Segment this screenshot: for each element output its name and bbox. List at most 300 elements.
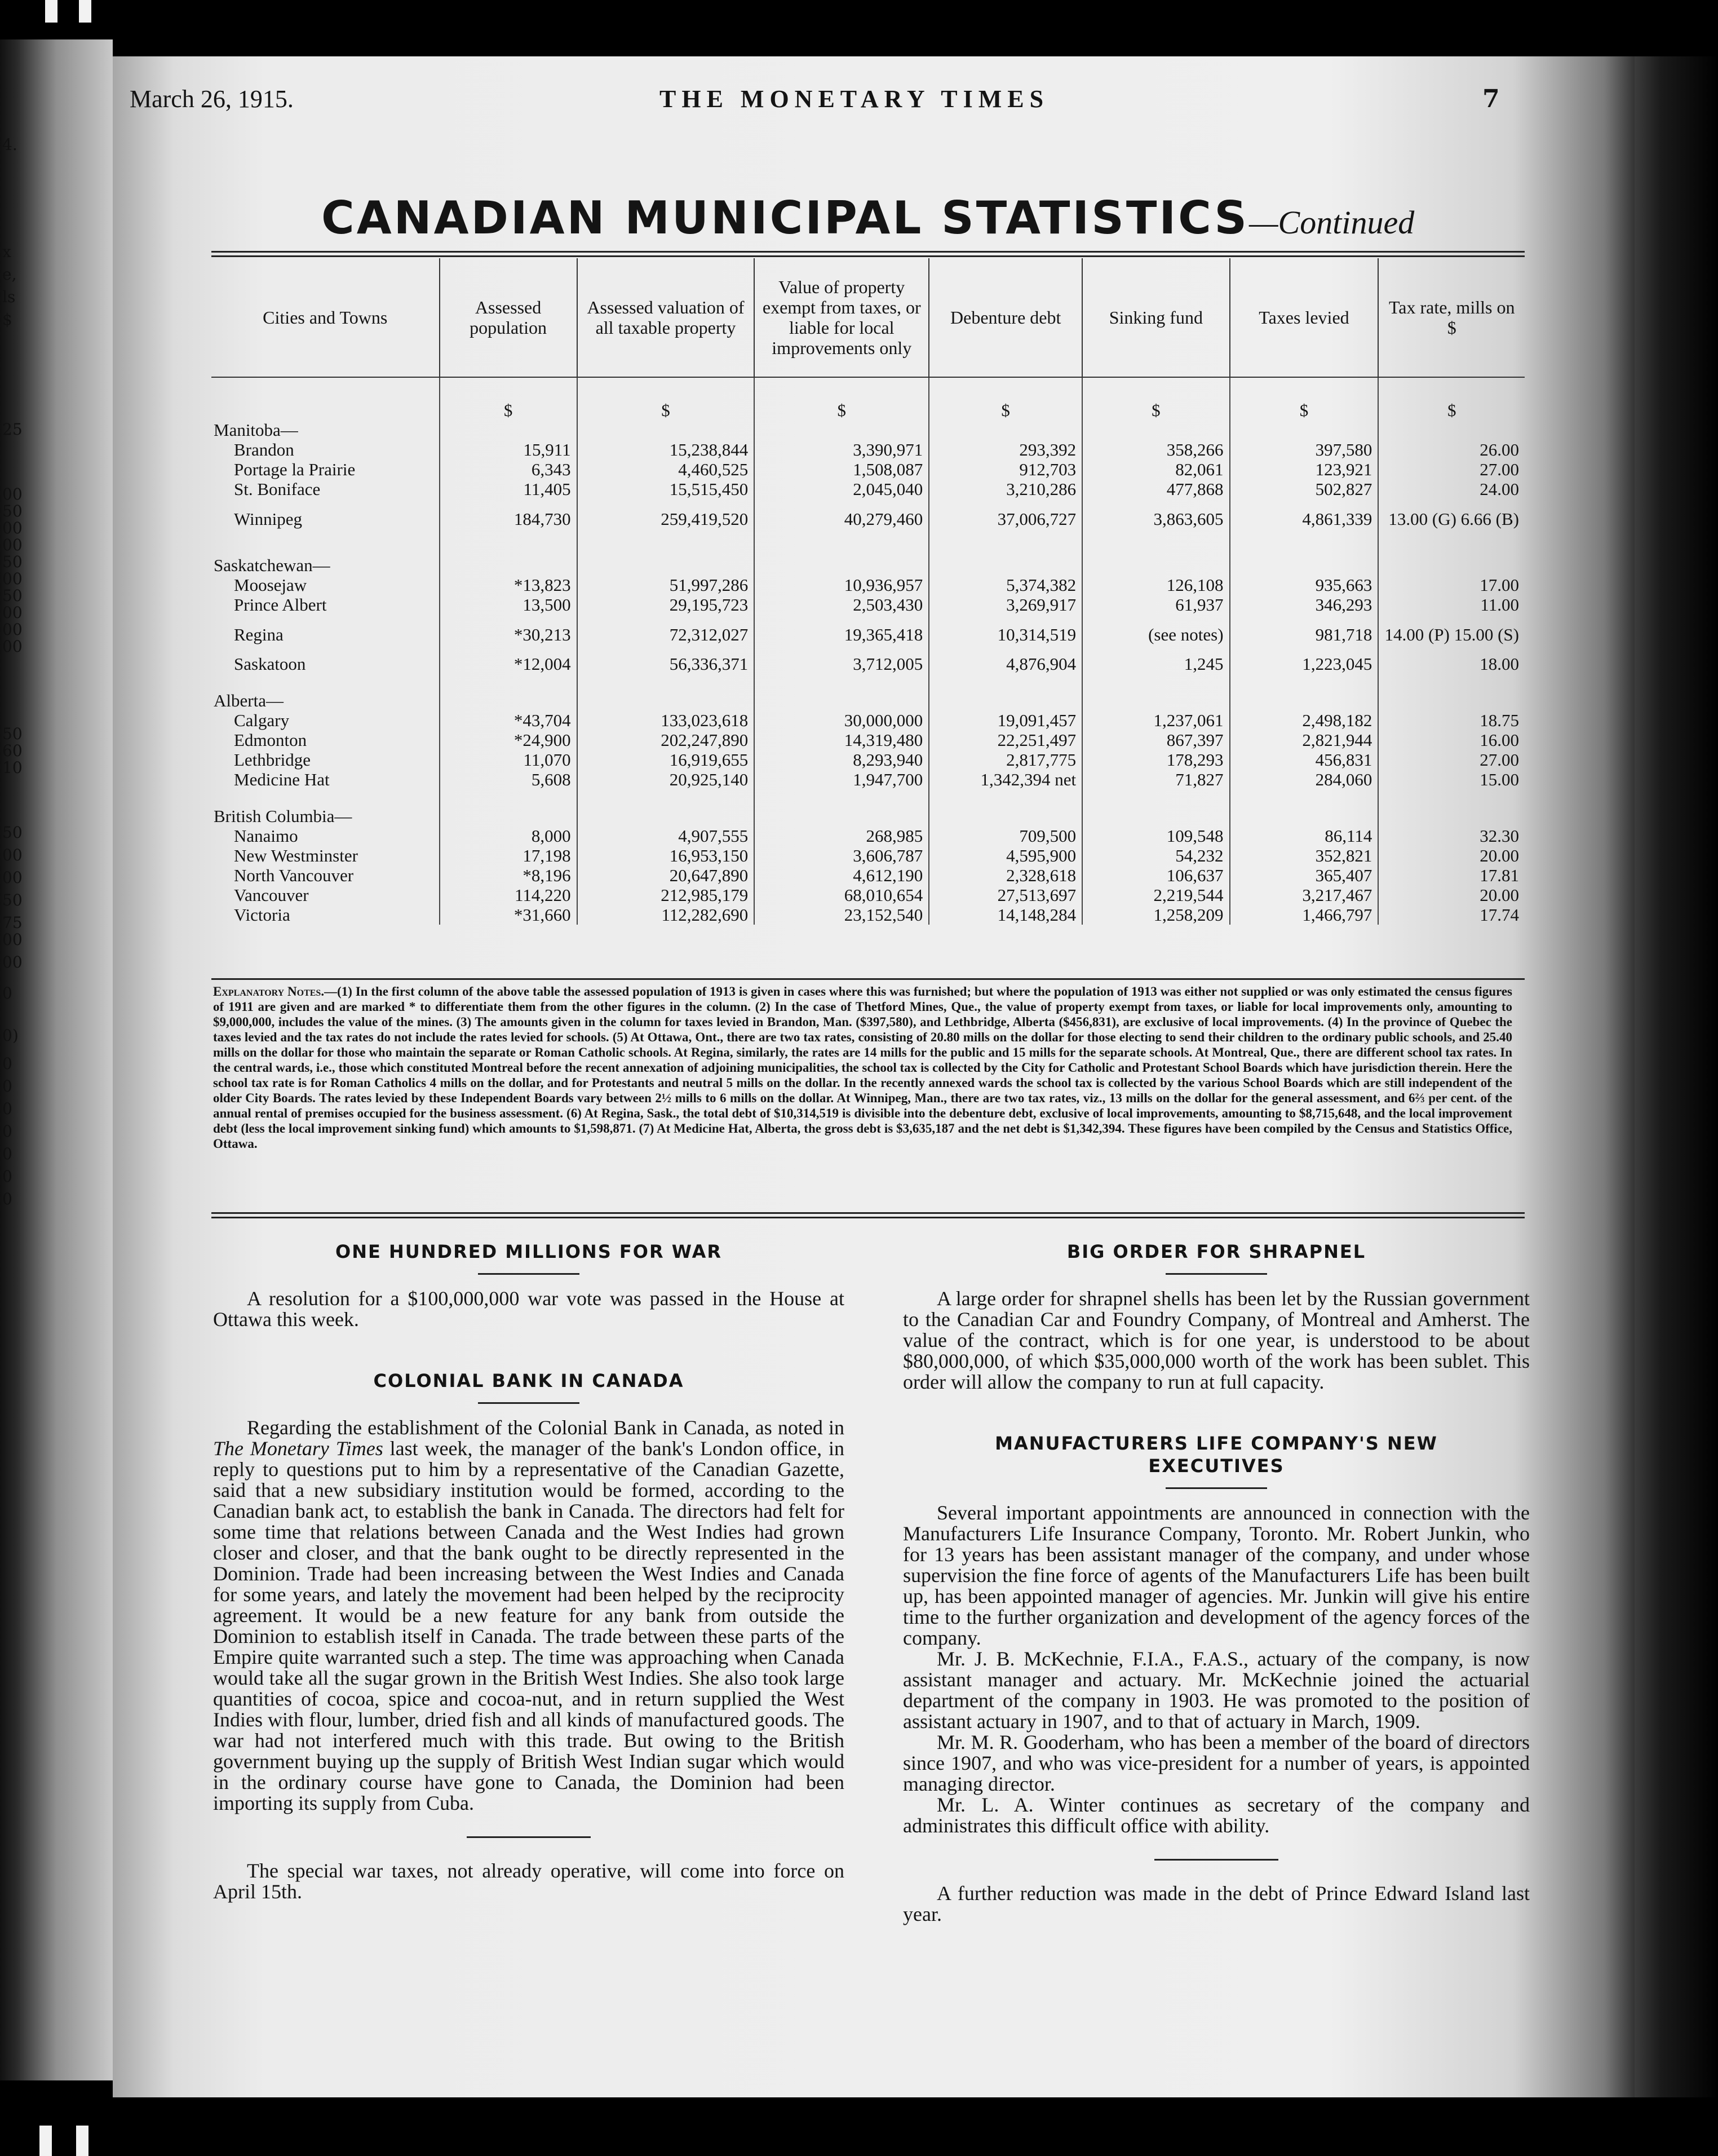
rate-cell: 11.00 [1378,595,1525,615]
spacer-cell [1230,538,1379,555]
table-body [211,377,1525,925]
sinking-cell: 867,397 [1082,730,1229,750]
valuation-cell: 56,336,371 [577,654,755,674]
empty-cell [577,691,755,710]
table-row [211,885,1525,905]
facing-page-fragment: 10 [2,758,23,777]
manufacturers-life-paragraph: Mr. M. R. Gooderham, who has been a member of the board of directors since 1907, and who was vice-president for a number of years, is appointed managing director. [903,1731,1530,1795]
empty-cell [1378,555,1525,575]
valuation-cell: 51,997,286 [577,575,755,595]
spacer-cell [1082,674,1229,691]
facing-page-fragment: 00 [2,637,23,656]
debenture-cell: 709,500 [929,826,1082,846]
rate-cell: 14.00 (P) 15.00 (S) [1378,615,1525,654]
valuation-cell: 72,312,027 [577,615,755,654]
publication-title: THE MONETARY TIMES [659,85,1050,113]
province-row [211,555,1525,575]
unit-cell: $ [577,377,755,420]
facing-page-fragment: 50 [2,891,23,909]
taxes-cell: 397,580 [1230,440,1379,460]
spacer-cell [1082,538,1229,555]
valuation-cell: 4,907,555 [577,826,755,846]
pei-debt-body: A further reduction was made in the debt of Prince Edward Island last year. [903,1882,1530,1925]
sinking-cell: 2,219,544 [1082,885,1229,905]
empty-cell [754,420,929,440]
rate-cell: 13.00 (G) 6.66 (B) [1378,499,1525,538]
spacer-cell [754,674,929,691]
exempt-cell: 10,936,957 [754,575,929,595]
spacer-cell [577,674,755,691]
facing-page-fragment: 00 [2,485,23,503]
table-row [211,479,1525,499]
population-cell: *31,660 [440,905,577,925]
facing-page-fragment: 00 [2,953,23,971]
table-row [211,770,1525,789]
city-name: Nanaimo [234,826,298,846]
manufacturers-life-paragraph: Several important appointments are announced in connection with the Manufacturers Life Insurance Company, Toronto. Mr. Robert Junkin, who for 13 years has been assistant manager of the company, and under whose supervision the fine force of agents of the Manufacturers Life has been built up, has been appointed manager of agencies. Mr. Junkin will give his entire time to the further organization and development of the agency forces of the company. [903,1501,1530,1649]
book-spine [1623,56,1718,2097]
col-header: Value of property exempt from taxes, or liable for local improvements only [754,258,929,377]
facing-page-fragment: 0) [2,1026,19,1045]
colonial-bank-body-rest: last week, the manager of the bank's London office, in reply to questions put to him by a representative of the Canadian Gazette, said that a new subsidiary institution would be formed, according to the Canadian bank act, to establish the bank in Canada. The directors had felt for some time that relations between Canada and the West Indies had grown closer and closer, and that the bank ought to be directly represented in the Dominion. Trade had been increasing between the West Indies and Canada for some years, and lately the movement had been helped by the reciprocity agreement. It would be a new feature for any bank from outside the Dominion to establish itself in Canada. The trade between these parts of the Empire quite warranted such a step. The time was approaching when Canada would take all the sugar grown in the British West Indies. She also took large quantities of cocoa, spice and cocoa-nut, and in return supplied the West Indies with flour, lumber, dried fish and all kinds of manufactured goods. The war had not interfered much with this trade. But owing to the British government buying up the supply of British West Indian sugar which would in the ordinary course have gone to Canada, the Dominion had been importing its supply from Cuba. [213,1437,845,1814]
debenture-cell: 293,392 [929,440,1082,460]
city-name: Saskatoon [234,654,306,674]
spacer-cell [211,538,440,555]
sinking-cell: 109,548 [1082,826,1229,846]
exempt-cell: 40,279,460 [754,499,929,538]
colonial-bank-heading: COLONIAL BANK IN CANADA [373,1370,684,1391]
municipal-statistics-table [211,258,1525,925]
notes-label: Explanatory Notes.— [213,984,338,999]
population-cell: 114,220 [440,885,577,905]
sinking-cell: 106,637 [1082,865,1229,885]
population-cell: *8,196 [440,865,577,885]
spacer-cell [929,538,1082,555]
facing-page-fragment: 00 [2,519,23,537]
exempt-cell: 2,503,430 [754,595,929,615]
sinking-cell: 3,863,605 [1082,499,1229,538]
debenture-cell: 14,148,284 [929,905,1082,925]
city-name: Medicine Hat [234,770,330,789]
empty-cell [754,691,929,710]
film-sprocket-bottom-2 [76,2126,88,2156]
empty-cell [1082,420,1229,440]
city-name: Brandon [234,440,294,460]
population-cell: 11,070 [440,750,577,770]
table-row [211,499,1525,538]
empty-cell [1230,691,1379,710]
article-separator [1154,1859,1278,1861]
population-cell: 6,343 [440,460,577,479]
facing-page-fragment: 4. [2,135,17,154]
population-cell: 8,000 [440,826,577,846]
empty-cell [929,691,1082,710]
debenture-cell: 19,091,457 [929,710,1082,730]
notes-bottom-rule [211,1212,1525,1214]
exempt-cell: 1,947,700 [754,770,929,789]
population-cell: 17,198 [440,846,577,865]
city-name: Prince Albert [234,595,327,615]
sinking-cell: 54,232 [1082,846,1229,865]
spacer-cell [1082,789,1229,806]
table-top-rule [211,251,1525,253]
spacer-cell [929,789,1082,806]
unit-row [211,377,1525,420]
war-vote-heading: ONE HUNDRED MILLIONS FOR WAR [335,1241,722,1262]
unit-cell: $ [1082,377,1229,420]
facing-page-fragment: 00 [2,569,23,588]
film-sprocket-top-1 [45,0,57,23]
exempt-cell: 8,293,940 [754,750,929,770]
article-separator [467,1836,591,1838]
city-name: Vancouver [234,885,309,905]
spacer-cell [1378,789,1525,806]
city-name: Winnipeg [234,509,303,529]
table-row [211,826,1525,846]
facing-page-fragment: 0 [2,984,12,1002]
rate-cell: 15.00 [1378,770,1525,789]
empty-cell [1378,806,1525,826]
empty-cell [754,806,929,826]
issue-date: March 26, 1915. [130,85,294,113]
debenture-cell: 3,269,917 [929,595,1082,615]
spacer-cell [440,538,577,555]
spacer-cell [577,538,755,555]
exempt-cell: 30,000,000 [754,710,929,730]
valuation-cell: 212,985,179 [577,885,755,905]
exempt-cell: 1,508,087 [754,460,929,479]
exempt-cell: 268,985 [754,826,929,846]
taxes-cell: 346,293 [1230,595,1379,615]
rate-cell: 26.00 [1378,440,1525,460]
empty-cell [577,420,755,440]
facing-page-fragment: 50 [2,502,23,520]
taxes-cell: 935,663 [1230,575,1379,595]
sinking-cell: 1,258,209 [1082,905,1229,925]
debenture-cell: 27,513,697 [929,885,1082,905]
valuation-cell: 15,515,450 [577,479,755,499]
facing-page-edge [0,39,113,2080]
spacer-cell [929,674,1082,691]
explanatory-notes [213,984,1512,1151]
unit-cell: $ [1230,377,1379,420]
valuation-cell: 4,460,525 [577,460,755,479]
page-number: 7 [1482,85,1500,113]
taxes-cell: 3,217,467 [1230,885,1379,905]
unit-cell: $ [440,377,577,420]
facing-page-fragment: 50 [2,823,23,842]
table-row [211,440,1525,460]
debenture-cell: 5,374,382 [929,575,1082,595]
province-row [211,420,1525,440]
publication-name-italic: The Monetary Times [213,1437,383,1460]
col-header: Assessed valuation of all taxable property [577,258,755,377]
facing-page-fragment: 0 [2,1077,12,1095]
exempt-cell: 19,365,418 [754,615,929,654]
rate-cell: 18.00 [1378,654,1525,674]
city-name: Portage la Prairie [234,460,356,479]
city-name: Lethbridge [234,750,311,770]
colonial-bank-body [213,1417,844,1814]
headline-continued: —Continued [1248,204,1415,241]
city-name: North Vancouver [234,865,354,885]
taxes-cell: 365,407 [1230,865,1379,885]
province-name: Saskatchewan— [214,555,330,575]
left-column [213,1240,844,1902]
valuation-cell: 16,919,655 [577,750,755,770]
film-sprocket-top-2 [79,0,91,23]
empty-cell [440,691,577,710]
taxes-cell: 502,827 [1230,479,1379,499]
city-name: Regina [234,624,284,644]
debenture-cell: 3,210,286 [929,479,1082,499]
unit-cell: $ [1378,377,1525,420]
debenture-cell: 4,876,904 [929,654,1082,674]
exempt-cell: 14,319,480 [754,730,929,750]
empty-cell [440,806,577,826]
rate-cell: 17.74 [1378,905,1525,925]
war-vote-body: A resolution for a $100,000,000 war vote was passed in the House at Ottawa this week. [213,1287,844,1331]
empty-cell [1230,420,1379,440]
exempt-cell: 4,612,190 [754,865,929,885]
exempt-cell: 2,045,040 [754,479,929,499]
population-cell: 13,500 [440,595,577,615]
valuation-cell: 112,282,690 [577,905,755,925]
empty-cell [754,555,929,575]
debenture-cell: 10,314,519 [929,615,1082,654]
rate-cell: 17.00 [1378,575,1525,595]
taxes-cell: 352,821 [1230,846,1379,865]
rate-cell: 20.00 [1378,846,1525,865]
notes-bottom-rule-2 [211,1217,1525,1218]
col-header: Tax rate, mills on $ [1378,258,1525,377]
empty-cell [1082,806,1229,826]
sinking-cell: 1,245 [1082,654,1229,674]
spacer-cell [754,789,929,806]
war-taxes-body: The special war taxes, not already operative, will come into force on April 15th. [213,1859,844,1903]
manufacturers-life-paragraph: Mr. L. A. Winter continues as secretary of the company and administrates this difficult office with ability. [903,1793,1530,1837]
valuation-cell: 259,419,520 [577,499,755,538]
facing-page-fragment: 0 [2,1054,12,1073]
table-row [211,654,1525,674]
debenture-cell: 4,595,900 [929,846,1082,865]
debenture-cell: 2,817,775 [929,750,1082,770]
empty-cell [577,555,755,575]
empty-cell [440,420,577,440]
taxes-cell: 2,821,944 [1230,730,1379,750]
table-row [211,905,1525,925]
spacer-row [211,674,1525,691]
main-headline [321,192,1414,244]
heading-rule [478,1273,579,1275]
sinking-cell: 126,108 [1082,575,1229,595]
city-name: New Westminster [234,846,358,865]
population-cell: *12,004 [440,654,577,674]
rate-cell: 20.00 [1378,885,1525,905]
empty-cell [1378,691,1525,710]
facing-page-fragment: x [2,242,11,261]
exempt-cell: 23,152,540 [754,905,929,925]
facing-page-fragment: $ [2,310,12,329]
valuation-cell: 16,953,150 [577,846,755,865]
spacer-cell [1230,674,1379,691]
valuation-cell: 29,195,723 [577,595,755,615]
province-row [211,806,1525,826]
taxes-cell: 284,060 [1230,770,1379,789]
notes-text: (1) In the first column of the above table the assessed population of 1913 is given in cases where this was furnished; but where the population of 1913 was either not supplied or was only estimated the census figures of 1911 are given and are marked * to differentiate them from the other figures in the column. (2) In the case of Thetford Mines, Que., the value of property exempt from taxes, or liable for local improvements only, amounting to $9,000,000, includes the value of the mines. (3) The amounts given in the column for taxes levied in Brandon, Man. ($397,580), and Lethbridge, Alberta ($456,831), are exclusive of local improvements. (4) In the province of Quebec the taxes levied and the tax rates do not include the rates levied for schools. (5) At Ottawa, Ont., there are two tax rates, consisting of 20.80 mills on the dollar for those electing to send their children to the ordinary public schools, and 25.40 mills on the dollar for those who maintain the separate or Roman Catholic schools. At Regina, similarly, the rates are 14 mills for the public and 15 mills for the separate schools. At Montreal, Que., there are different school tax rates. In the central wards, i.e., those which constituted Montreal before the recent annexation of adjoining municipalities, the school tax is collected by the City for Catholic and Protestant School Boards which have jurisdiction therein. Here the school tax rate is for Roman Catholics 4 mills on the dollar, and for Protestants and neutral 5 mills on the dollar. In the recently annexed wards the school tax is collected by the various School Boards which are still independent of the older City Boards. The rates levied by these Independent Boards vary between 2½ mills to 6 mills on the dollar. At Winnipeg, Man., there are two tax rates, viz., 13 mills on the dollar for the general assessment, and 6⅔ per cent. of the annual rental of premises occupied for the business assessment. (6) At Regina, Sask., the total debt of $10,314,519 is divisible into the debenture debt, exclusive of local improvements, amounting to $8,715,648, and the local improvement debt (less the local improvement sinking fund) which amounts to $1,598,871. (7) At Medicine Hat, Alberta, the gross debt is $3,635,187 and the net debt is $1,342,394. These figures have been compiled by the Census and Statistics Office, Ottawa. [213,984,1512,1151]
shrapnel-heading: BIG ORDER FOR SHRAPNEL [1066,1241,1366,1262]
rate-cell: 27.00 [1378,750,1525,770]
population-cell: *30,213 [440,615,577,654]
province-name: British Columbia— [214,806,352,826]
facing-page-fragment: 00 [2,846,23,864]
table-row [211,460,1525,479]
facing-page-fragment: 0 [2,1122,12,1141]
table-row [211,710,1525,730]
city-name: St. Boniface [234,479,321,499]
empty-cell [1230,555,1379,575]
sinking-cell: 71,827 [1082,770,1229,789]
empty-cell [929,806,1082,826]
spacer-cell [211,789,440,806]
spacer-cell [754,538,929,555]
table-row [211,575,1525,595]
unit-cell: $ [754,377,929,420]
taxes-cell: 86,114 [1230,826,1379,846]
spacer-cell [440,789,577,806]
empty-cell [1082,691,1229,710]
film-sprocket-bottom-1 [39,2126,52,2156]
table-row [211,730,1525,750]
col-header: Taxes levied [1230,258,1379,377]
sinking-cell: 477,868 [1082,479,1229,499]
valuation-cell: 202,247,890 [577,730,755,750]
sinking-cell: 61,937 [1082,595,1229,615]
population-cell: 5,608 [440,770,577,789]
table-row [211,846,1525,865]
city-name: Calgary [234,710,290,730]
table-bottom-rule [211,978,1525,980]
rate-cell: 27.00 [1378,460,1525,479]
empty-cell [1082,555,1229,575]
empty-cell [577,806,755,826]
facing-page-fragment: 00 [2,620,23,639]
facing-page-fragment: 00 [2,536,23,554]
taxes-cell: 456,831 [1230,750,1379,770]
province-name: Alberta— [214,691,284,710]
spacer-cell [1230,789,1379,806]
empty-cell [929,555,1082,575]
spacer-cell [440,674,577,691]
debenture-cell: 1,342,394 net [929,770,1082,789]
population-cell: *13,823 [440,575,577,595]
population-cell: 11,405 [440,479,577,499]
table-row [211,750,1525,770]
shrapnel-body: A large order for shrapnel shells has been let by the Russian government to the Canadian Car and Foundry Company, of Montreal and Amherst. The value of the contract, which is for one year, is understood to be about $80,000,000, of which $35,000,000 worth of the work has been sublet. This order will allow the company to run at full capacity. [903,1287,1530,1393]
sinking-cell: 82,061 [1082,460,1229,479]
rate-cell: 32.30 [1378,826,1525,846]
taxes-cell: 123,921 [1230,460,1379,479]
sinking-cell: 1,237,061 [1082,710,1229,730]
exempt-cell: 3,606,787 [754,846,929,865]
taxes-cell: 2,498,182 [1230,710,1379,730]
facing-page-fragment: ls [2,288,16,306]
population-cell: *24,900 [440,730,577,750]
spacer-row [211,538,1525,555]
right-column [903,1240,1530,1925]
province-row [211,691,1525,710]
headline-title: CANADIAN MUNICIPAL STATISTICS [321,192,1249,244]
col-header: Cities and Towns [211,258,440,377]
col-header: Assessed population [440,258,577,377]
rate-cell: 18.75 [1378,710,1525,730]
heading-rule [1166,1487,1267,1489]
facing-page-fragment: 25 [2,420,23,439]
col-header: Debenture debt [929,258,1082,377]
facing-page-fragment: 0 [2,1145,12,1163]
manufacturers-life-heading: MANUFACTURERS LIFE COMPANY'S NEW EXECUTIVES [995,1433,1438,1477]
table-row [211,865,1525,885]
sinking-cell: (see notes) [1082,615,1229,654]
table-row [211,615,1525,654]
col-header: Sinking fund [1082,258,1229,377]
facing-page-fragment: 00 [2,868,23,887]
table-top-rule-2 [211,255,1525,257]
debenture-cell: 912,703 [929,460,1082,479]
taxes-cell: 4,861,339 [1230,499,1379,538]
sinking-cell: 178,293 [1082,750,1229,770]
table-row [211,595,1525,615]
spacer-row [211,789,1525,806]
empty-cell [440,555,577,575]
sinking-cell: 358,266 [1082,440,1229,460]
facing-page-fragment: 0 [2,1190,12,1208]
debenture-cell: 37,006,727 [929,499,1082,538]
facing-page-fragment: 60 [2,741,23,760]
facing-page-fragment: 75 [2,913,23,932]
spacer-cell [1378,674,1525,691]
rate-cell: 16.00 [1378,730,1525,750]
valuation-cell: 20,925,140 [577,770,755,789]
city-name: Moosejaw [234,575,307,595]
facing-page-fragment: 0 [2,1167,12,1186]
colonial-bank-body-start: Regarding the establishment of the Colonial Bank in Canada, as noted in [247,1416,844,1439]
facing-page-fragment: e, [2,265,17,284]
facing-page-fragment: 50 [2,586,23,605]
facing-page-fragment: 0 [2,1099,12,1118]
population-cell: 184,730 [440,499,577,538]
city-name: Edmonton [234,730,307,750]
valuation-cell: 15,238,844 [577,440,755,460]
facing-page-fragment: 50 [2,553,23,571]
unit-cell: $ [929,377,1082,420]
exempt-cell: 3,390,971 [754,440,929,460]
exempt-cell: 68,010,654 [754,885,929,905]
unit-cell [211,377,440,420]
valuation-cell: 20,647,890 [577,865,755,885]
table-header-row [211,258,1525,377]
population-cell: *43,704 [440,710,577,730]
rate-cell: 17.81 [1378,865,1525,885]
taxes-cell: 1,466,797 [1230,905,1379,925]
taxes-cell: 981,718 [1230,615,1379,654]
manufacturers-life-paragraph: Mr. J. B. McKechnie, F.I.A., F.A.S., actuary of the company, is now assistant manager and actuary. Mr. McKechnie joined the actuarial department of the company in 1903. He was promoted to the position of assistant actuary in 1907, and to that of actuary in March, 1909. [903,1647,1530,1733]
valuation-cell: 133,023,618 [577,710,755,730]
spacer-cell [577,789,755,806]
heading-rule [1166,1273,1267,1275]
rate-cell: 24.00 [1378,479,1525,499]
debenture-cell: 2,328,618 [929,865,1082,885]
